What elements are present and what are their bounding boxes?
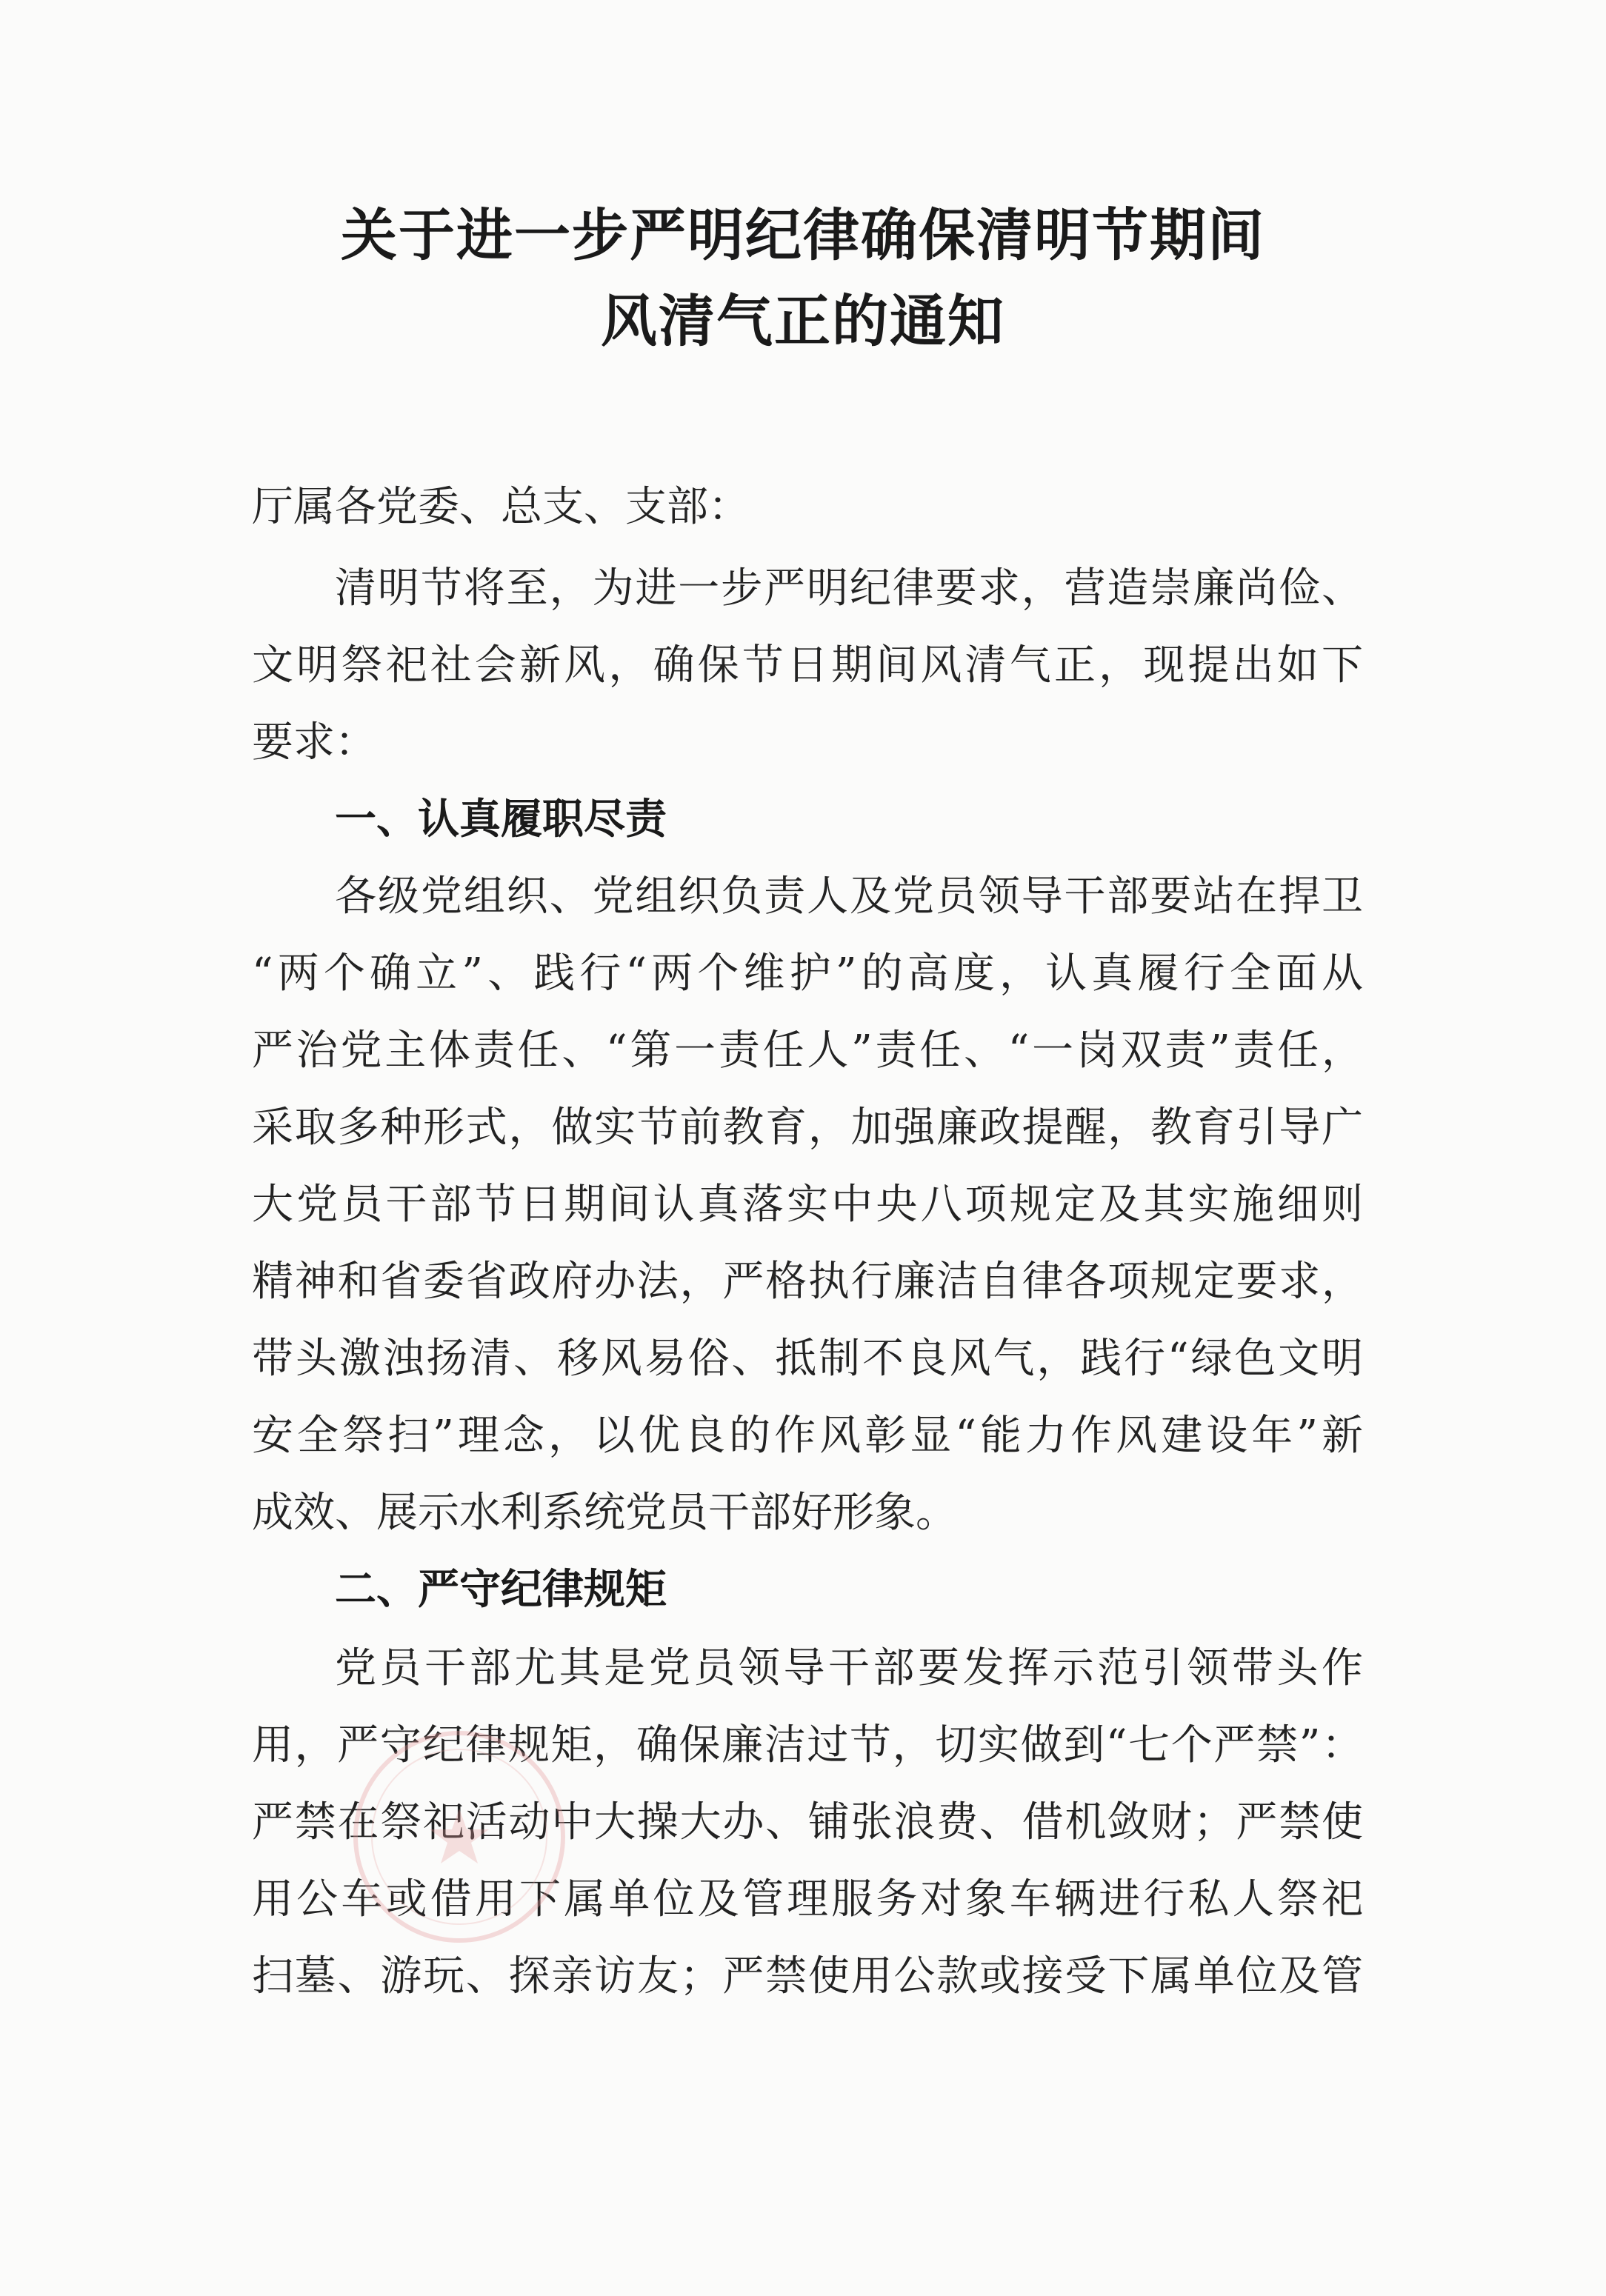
- section-1-line: 严治党主体责任、“第一责任人”责任、“一岗双责”责任，: [252, 1027, 1363, 1075]
- section-2-line: 党员干部尤其是党员领导干部要发挥示范引领带头作: [335, 1644, 1363, 1692]
- section-1-line: 精神和省委省政府办法，严格执行廉洁自律各项规定要求，: [252, 1258, 1363, 1306]
- section-1-line: 采取多种形式，做实节前教育，加强廉政提醒，教育引导广: [252, 1104, 1363, 1152]
- salutation: 厅属各党委、总支、支部：: [252, 483, 750, 531]
- section-1-line: 成效、展示水利系统党员干部好形象。: [252, 1489, 957, 1537]
- section-2-line: 扫墓、游玩、探亲访友；严禁使用公款或接受下属单位及管: [252, 1952, 1363, 2000]
- section-1-heading: 一、认真履职尽责: [335, 795, 667, 844]
- document-title-line-1: 关于进一步严明纪律确保清明节期间: [341, 202, 1265, 268]
- intro-line: 清明节将至，为进一步严明纪律要求，营造崇廉尚俭、: [335, 564, 1363, 613]
- section-1-line: “两个确立”、践行“两个维护”的高度，认真履行全面从: [252, 950, 1363, 998]
- document-title-line-2: 风清气正的通知: [601, 288, 1005, 354]
- section-1-line: 各级党组织、党组织负责人及党员领导干部要站在捍卫: [335, 872, 1363, 921]
- section-2-heading: 二、严守纪律规矩: [335, 1566, 667, 1614]
- section-1-line: 带头激浊扬清、移风易俗、抵制不良风气，践行“绿色文明: [252, 1335, 1363, 1383]
- section-2-line: 用，严守纪律规矩，确保廉洁过节，切实做到“七个严禁”：: [252, 1721, 1363, 1769]
- intro-line: 要求：: [252, 718, 376, 767]
- intro-line: 文明祭祀社会新风，确保节日期间风清气正，现提出如下: [252, 641, 1363, 690]
- section-2-line: 严禁在祭祀活动中大操大办、铺张浪费、借机敛财；严禁使: [252, 1798, 1363, 1846]
- section-2-line: 用公车或借用下属单位及管理服务对象车辆进行私人祭祀: [252, 1875, 1363, 1923]
- section-1-line: 安全祭扫”理念，以优良的作风彰显“能力作风建设年”新: [252, 1412, 1363, 1460]
- section-1-line: 大党员干部节日期间认真落实中央八项规定及其实施细则: [252, 1181, 1363, 1229]
